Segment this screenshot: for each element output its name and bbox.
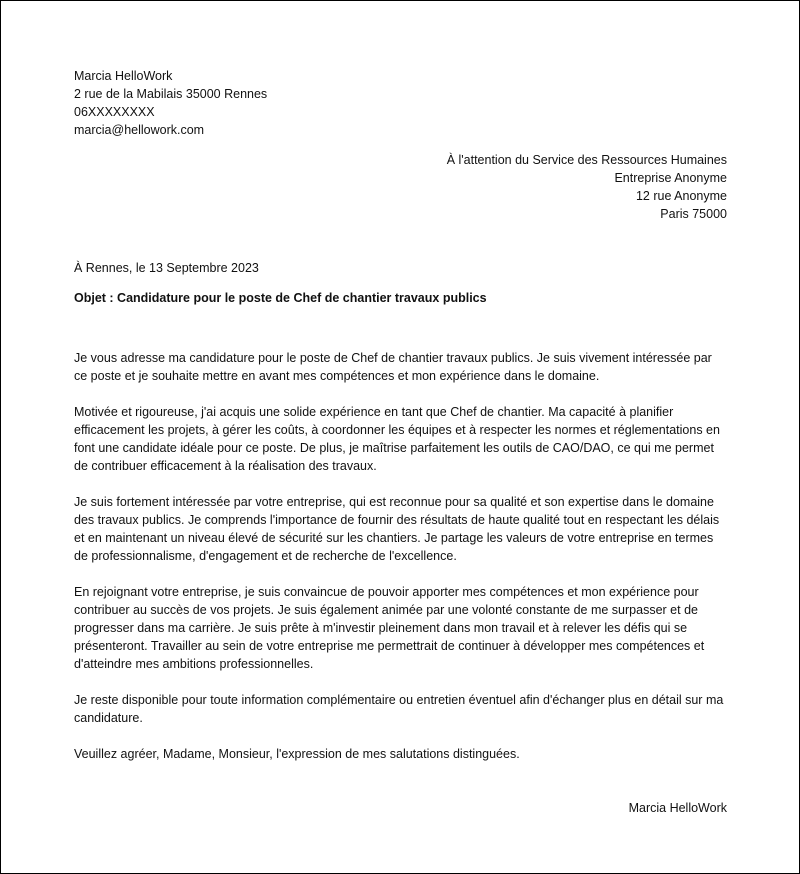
letter-subject: Objet : Candidature pour le poste de Chef de chantier travaux publics	[74, 291, 487, 305]
body-paragraph: En rejoignant votre entreprise, je suis convaincue de pouvoir apporter mes compétences et mon expérience pour contribuer au succès de vos projets. Je suis également animée par une volonté constante de me surpasser et de progresser dans ma carrière. Je suis prête à m'investir pleinement dans mon travail et à relever les défis qui se présenteront. Travailler au sein de votre entreprise me permettrait de continuer à développer mes compétences et d'atteindre mes ambitions professionnelles.	[74, 585, 705, 671]
sender-name: Marcia HelloWork	[74, 69, 173, 83]
letter-body	[74, 349, 727, 727]
recipient-attention: À l'attention du Service des Ressources Humaines	[446, 153, 727, 167]
letter-content	[74, 67, 727, 817]
sender-address: 2 rue de la Mabilais 35000 Rennes	[74, 87, 268, 101]
recipient-city: Paris 75000	[660, 207, 727, 221]
body-paragraph: Je vous adresse ma candidature pour le poste de Chef de chantier travaux publics. Je suis vivement intéressée par ce poste et je souhaite mettre en avant mes compétences et mon expérience dans le domaine.	[74, 351, 712, 383]
recipient-company: Entreprise Anonyme	[614, 171, 727, 185]
letter-date: À Rennes, le 13 Septembre 2023	[74, 261, 259, 275]
body-paragraph: Motivée et rigoureuse, j'ai acquis une solide expérience en tant que Chef de chantier. Ma capacité à planifier efficacement les projets, à gérer les coûts, à coordonner les équipes et à respecter les normes et réglementations en font une candidate idéale pour ce poste. De plus, je maîtrise parfaitement les outils de CAO/DAO, ce qui me permet de contribuer efficacement à la réalisation des travaux.	[74, 405, 720, 473]
body-paragraph: Je suis fortement intéressée par votre entreprise, qui est reconnue pour sa qualité et son expertise dans le domaine des travaux publics. Je comprends l'importance de fournir des résultats de haute qualité tout en respectant les délais et en maintenant un niveau élevé de sécurité sur les chantiers. Je partage les valeurs de votre entreprise en termes de professionnalisme, d'engagement et de recherche de l'excellence.	[74, 495, 720, 563]
body-paragraph: Je reste disponible pour toute information complémentaire ou entretien éventuel afin d'échanger plus en détail sur ma candidature.	[74, 693, 724, 725]
sender-phone: 06XXXXXXXX	[74, 105, 155, 119]
letter-signature: Marcia HelloWork	[628, 801, 727, 815]
sender-block	[74, 67, 727, 139]
sender-email: marcia@hellowork.com	[74, 123, 205, 137]
recipient-block	[74, 151, 727, 223]
letter-closing: Veuillez agréer, Madame, Monsieur, l'expression de mes salutations distinguées.	[74, 747, 520, 761]
recipient-street: 12 rue Anonyme	[635, 189, 727, 203]
